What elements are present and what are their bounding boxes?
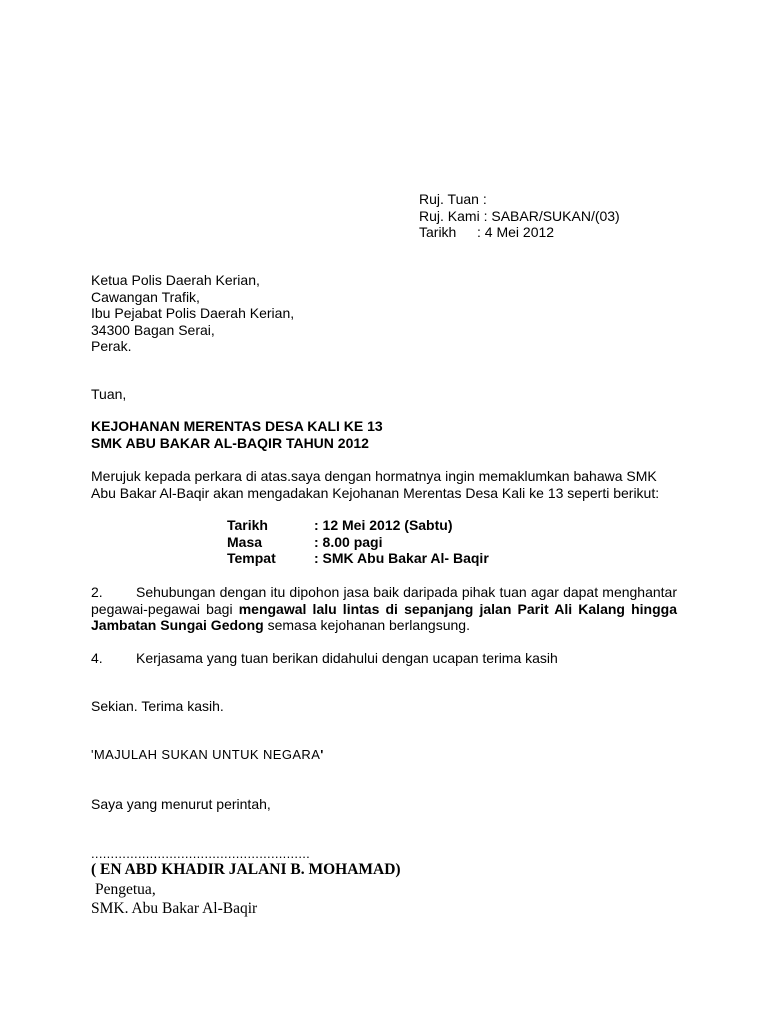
intro-paragraph: Merujuk kepada perkara di atas.saya dengan hormatnya ingin memaklumkan bahawa SMK Abu Bakar Al-Baqir akan mengadakan Kejohanan Merentas Desa Kali ke 13 seperti berikut: (91, 468, 660, 501)
tarikh-line (419, 224, 620, 241)
motto-quote-close: ' (320, 747, 324, 762)
address-line: Perak. (91, 338, 132, 354)
motto (91, 747, 324, 764)
salutation: Tuan, (91, 386, 127, 402)
paragraph-2-text-start: Sehubungan dengan itu dipohon jasa baik daripada pihak tuan agar dapat menghantar pegawai-pegawai bagi (91, 584, 677, 617)
detail-value: : SMK Abu Bakar Al- Baqir (314, 550, 489, 566)
detail-label: Masa (227, 533, 263, 550)
paragraph-2-text-end: semasa kejohanan berlangsung. (263, 617, 470, 633)
tarikh-value: : 4 Mei 2012 (477, 224, 555, 240)
detail-row-masa (227, 534, 489, 551)
address-line: Ketua Polis Daerah Kerian, (91, 272, 260, 288)
detail-label: Tarikh (227, 517, 268, 533)
obedient-line: Saya yang menurut perintah, (91, 796, 271, 812)
address-line: 34300 Bagan Serai, (91, 321, 215, 338)
signer-school: SMK. Abu Bakar Al-Baqir (91, 900, 258, 917)
detail-value: : 8.00 pagi (314, 533, 383, 550)
tarikh-label: Tarikh (419, 224, 457, 240)
paragraph-2-emphasis: mengawal lalu lintas di sepanjang jalan Parit Ali Kalang hingga Jambatan Sungai Gedong (91, 600, 677, 633)
motto-quote-open: ' (91, 747, 94, 762)
reference-block (419, 191, 620, 241)
address-line: Cawangan Trafik, (91, 288, 200, 305)
closing-line: Sekian. Terima kasih. (91, 698, 224, 714)
signer-title: Pengetua, (95, 881, 156, 898)
paragraph-number: 2. (91, 584, 103, 600)
recipient-address (91, 272, 294, 355)
event-details (227, 517, 489, 567)
motto-text: MAJULAH SUKAN UNTUK NEGARA (93, 747, 321, 762)
ruj-tuan: Ruj. Tuan : (419, 191, 487, 207)
heading-line-1: KEJOHANAN MERENTAS DESA KALI KE 13 (91, 418, 383, 434)
paragraph-number: 4. (91, 650, 103, 666)
detail-label: Tempat (227, 550, 276, 566)
detail-value: : 12 Mei 2012 (Sabtu) (314, 517, 453, 533)
ruj-kami: Ruj. Kami : SABAR/SUKAN/(03) (419, 207, 620, 224)
detail-row-tempat (227, 550, 489, 567)
address-line: Ibu Pejabat Polis Daerah Kerian, (91, 305, 295, 321)
signature-line: ........................................................ (91, 846, 311, 861)
heading-line-2: SMK ABU BAKAR AL-BAQIR TAHUN 2012 (91, 434, 369, 451)
paragraph-4 (91, 650, 558, 667)
paragraph-2 (91, 584, 677, 634)
signer-name: ( EN ABD KHADIR JALANI B. MOHAMAD) (91, 861, 401, 878)
letter-heading (91, 418, 383, 451)
paragraph-4-text: Kerjasama yang tuan berikan didahului dengan ucapan terima kasih (136, 650, 558, 666)
detail-row-tarikh (227, 517, 489, 534)
